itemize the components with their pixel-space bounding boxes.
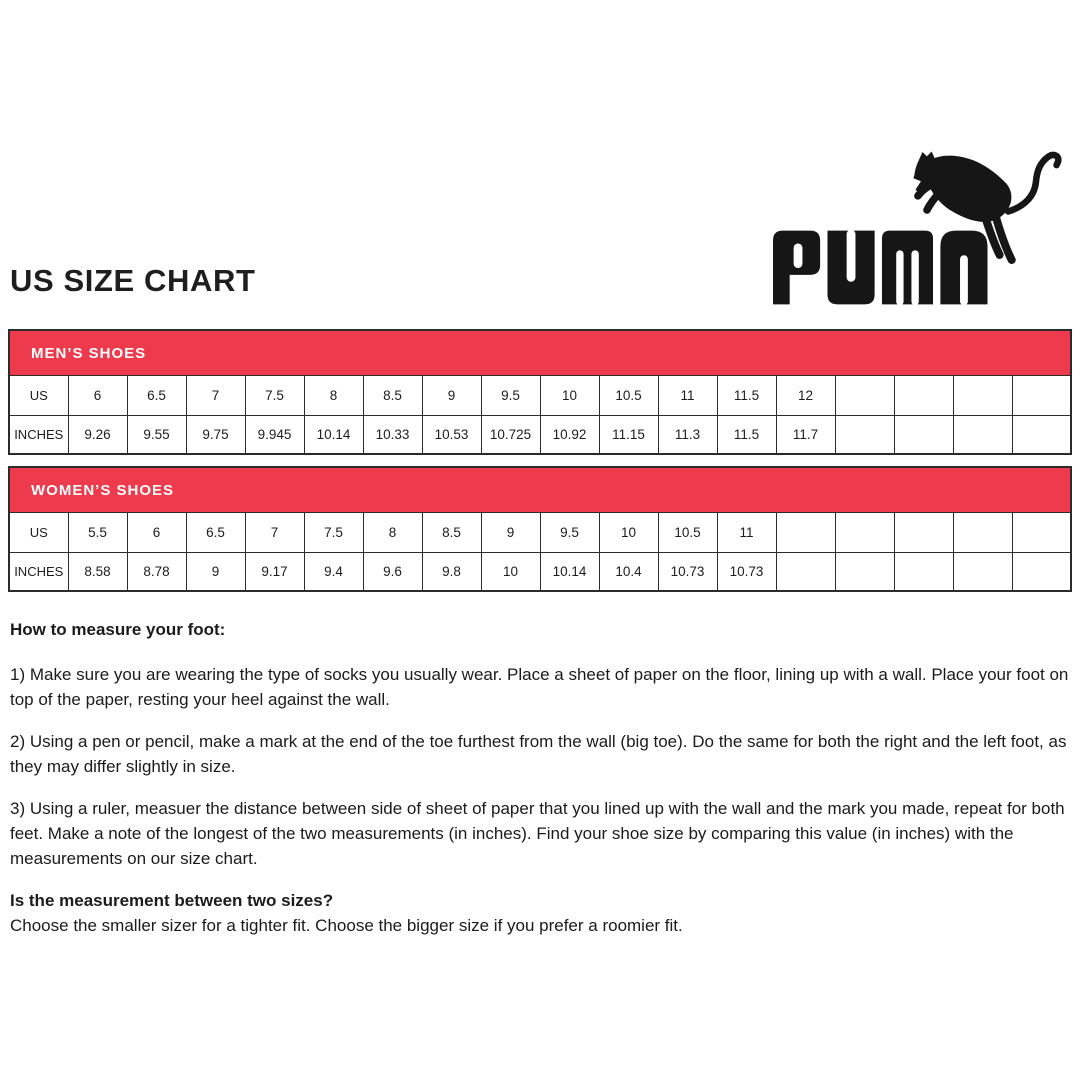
page-title: US SIZE CHART bbox=[10, 263, 256, 298]
womens-us-size-cell: 7.5 bbox=[304, 513, 363, 553]
instruction-step-2: 2) Using a pen or pencil, make a mark at the end of the toe furthest from the wall (big toe). Do the same for both the right and the left foot, as they may differ slightly in size. bbox=[10, 732, 1067, 776]
row-label-cell: INCHES bbox=[9, 553, 68, 592]
instructions-section bbox=[10, 617, 1072, 938]
womens-inches-cell: 9.8 bbox=[422, 553, 481, 592]
womens-inches-cell: 10.73 bbox=[717, 553, 776, 592]
womens-us-size-cell: 11 bbox=[717, 513, 776, 553]
mens-inches-cell: 9.26 bbox=[68, 416, 127, 455]
womens-us-size-cell: 10 bbox=[599, 513, 658, 553]
womens-inches-cell bbox=[953, 553, 1012, 592]
mens-us-size-cell: 8 bbox=[304, 376, 363, 416]
mens-us-size-cell: 9 bbox=[422, 376, 481, 416]
womens-inches-cell: 10.73 bbox=[658, 553, 717, 592]
womens-us-row bbox=[9, 513, 1071, 553]
womens-inches-cell: 10 bbox=[481, 553, 540, 592]
mens-inches-cell: 11.5 bbox=[717, 416, 776, 455]
mens-inches-cell: 11.3 bbox=[658, 416, 717, 455]
mens-us-size-cell: 6.5 bbox=[127, 376, 186, 416]
womens-inches-cell: 10.4 bbox=[599, 553, 658, 592]
womens-us-size-cell bbox=[835, 513, 894, 553]
mens-us-size-cell: 7.5 bbox=[245, 376, 304, 416]
womens-us-size-cell: 5.5 bbox=[68, 513, 127, 553]
womens-inches-cell bbox=[894, 553, 953, 592]
womens-inches-cell: 9.4 bbox=[304, 553, 363, 592]
mens-us-size-cell: 8.5 bbox=[363, 376, 422, 416]
womens-us-size-cell bbox=[1012, 513, 1071, 553]
womens-us-size-cell bbox=[953, 513, 1012, 553]
womens-inches-cell: 10.14 bbox=[540, 553, 599, 592]
mens-us-row bbox=[9, 376, 1071, 416]
mens-inches-cell: 11.7 bbox=[776, 416, 835, 455]
mens-us-size-cell: 9.5 bbox=[481, 376, 540, 416]
womens-inches-cell: 8.78 bbox=[127, 553, 186, 592]
mens-us-size-cell: 12 bbox=[776, 376, 835, 416]
mens-us-size-cell: 10 bbox=[540, 376, 599, 416]
mens-inches-cell: 10.725 bbox=[481, 416, 540, 455]
mens-us-size-cell bbox=[894, 376, 953, 416]
mens-us-size-cell: 6 bbox=[68, 376, 127, 416]
womens-us-size-cell: 6.5 bbox=[186, 513, 245, 553]
mens-inches-cell: 10.92 bbox=[540, 416, 599, 455]
mens-table-header: MEN’S SHOES bbox=[9, 330, 1071, 376]
mens-inches-cell: 10.33 bbox=[363, 416, 422, 455]
womens-inches-cell: 8.58 bbox=[68, 553, 127, 592]
row-label-cell: US bbox=[9, 376, 68, 416]
mens-inches-cell: 9.55 bbox=[127, 416, 186, 455]
instruction-step-1: 1) Make sure you are wearing the type of socks you usually wear. Place a sheet of paper on the floor, lining up with a wall. Place your foot on top of the paper, resting your heel against the wall. bbox=[10, 665, 1069, 709]
mens-us-size-cell bbox=[1012, 376, 1071, 416]
mens-us-size-cell bbox=[953, 376, 1012, 416]
mens-us-size-cell: 7 bbox=[186, 376, 245, 416]
between-sizes-heading: Is the measurement between two sizes? bbox=[10, 891, 334, 910]
womens-inches-cell: 9 bbox=[186, 553, 245, 592]
womens-inches-cell bbox=[776, 553, 835, 592]
womens-us-size-cell: 8 bbox=[363, 513, 422, 553]
row-label-cell: US bbox=[9, 513, 68, 553]
womens-inches-cell bbox=[1012, 553, 1071, 592]
mens-inches-cell bbox=[894, 416, 953, 455]
mens-size-table bbox=[8, 329, 1072, 455]
mens-us-size-cell: 10.5 bbox=[599, 376, 658, 416]
mens-us-size-cell bbox=[835, 376, 894, 416]
mens-inches-cell bbox=[1012, 416, 1071, 455]
womens-table-header: WOMEN’S SHOES bbox=[9, 467, 1071, 513]
mens-us-size-cell: 11.5 bbox=[717, 376, 776, 416]
instruction-step-3: 3) Using a ruler, measuer the distance between side of sheet of paper that you lined up with the wall and the mark you made, repeat for both feet. Make a note of the longest of the two measurements (in inches). Find your shoe size by comparing this value (in inches) with the measurements on our size chart. bbox=[10, 799, 1065, 868]
womens-inches-row bbox=[9, 553, 1071, 592]
womens-us-size-cell: 9 bbox=[481, 513, 540, 553]
womens-us-size-cell: 6 bbox=[127, 513, 186, 553]
womens-us-size-cell bbox=[894, 513, 953, 553]
mens-inches-cell: 9.75 bbox=[186, 416, 245, 455]
mens-inches-cell bbox=[953, 416, 1012, 455]
mens-inches-cell: 11.15 bbox=[599, 416, 658, 455]
between-sizes-text: Choose the smaller sizer for a tighter fit. Choose the bigger size if you prefer a roomier fit. bbox=[10, 916, 683, 935]
womens-us-size-cell: 8.5 bbox=[422, 513, 481, 553]
womens-inches-cell: 9.6 bbox=[363, 553, 422, 592]
howto-heading: How to measure your foot: bbox=[10, 620, 226, 639]
womens-us-size-cell: 9.5 bbox=[540, 513, 599, 553]
womens-us-size-cell: 10.5 bbox=[658, 513, 717, 553]
womens-us-size-cell bbox=[776, 513, 835, 553]
mens-inches-cell: 9.945 bbox=[245, 416, 304, 455]
womens-us-size-cell: 7 bbox=[245, 513, 304, 553]
puma-cat-icon bbox=[913, 151, 1065, 270]
row-label-cell: INCHES bbox=[9, 416, 68, 455]
mens-us-size-cell: 11 bbox=[658, 376, 717, 416]
mens-inches-cell bbox=[835, 416, 894, 455]
womens-inches-cell bbox=[835, 553, 894, 592]
mens-inches-cell: 10.14 bbox=[304, 416, 363, 455]
womens-size-table bbox=[8, 466, 1072, 592]
womens-inches-cell: 9.17 bbox=[245, 553, 304, 592]
mens-inches-row bbox=[9, 416, 1071, 455]
mens-inches-cell: 10.53 bbox=[422, 416, 481, 455]
